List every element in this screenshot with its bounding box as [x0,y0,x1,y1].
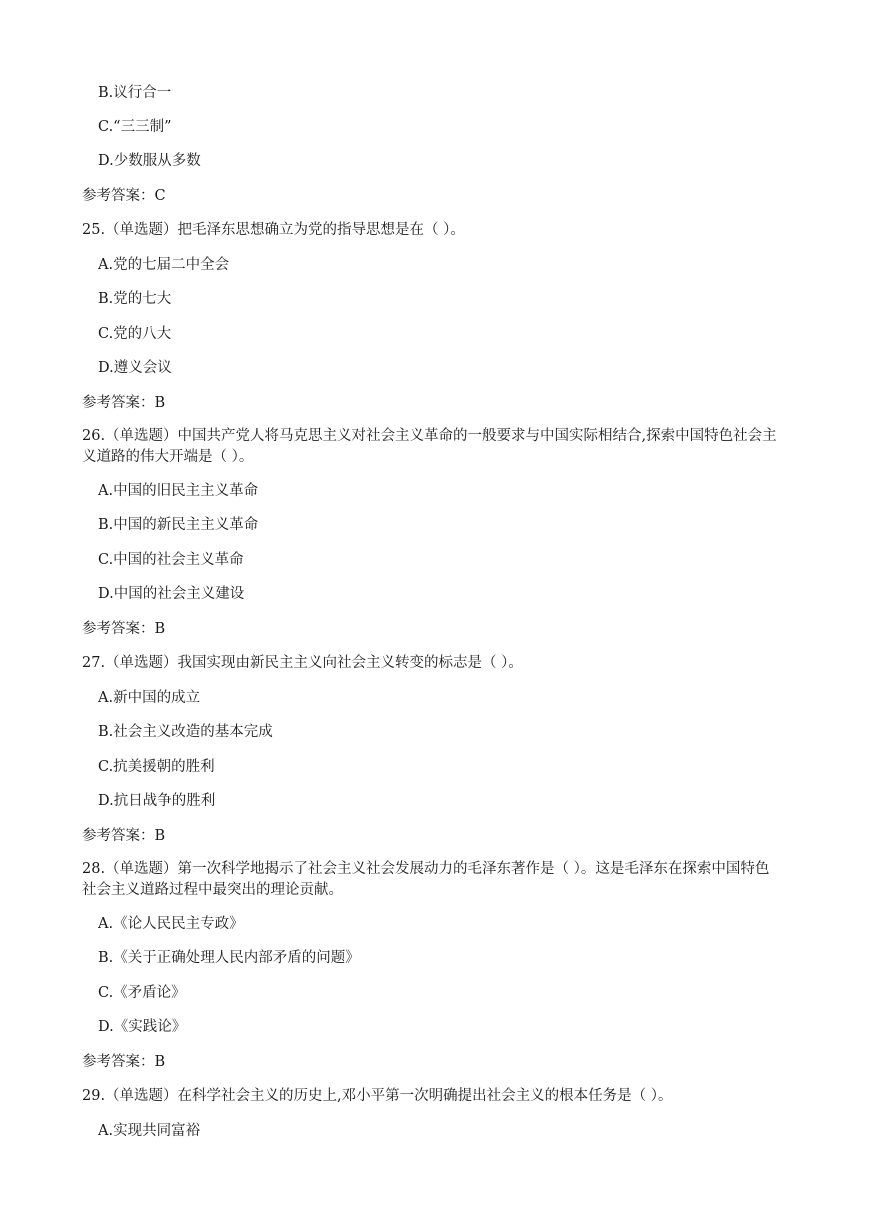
question-29: 29.（单选题）在科学社会主义的历史上,邓小平第一次明确提出社会主义的根本任务是（ ）。 [82,1088,673,1104]
question-27: 27.（单选题）我国实现由新民主主义向社会主义转变的标志是（ ）。 [82,655,523,671]
option-b-q26: B.中国的新民主主义革命 [98,517,259,533]
option-a-q26: A.中国的旧民主主义革命 [98,483,259,499]
option-c-q27: C.抗美援朝的胜利 [98,759,215,775]
option-b-q24: B.议行合一 [98,85,172,101]
option-a-q27: A.新中国的成立 [98,690,201,706]
option-a-q29: A.实现共同富裕 [98,1123,201,1139]
question-26: 26.（单选题）中国共产党人将马克思主义对社会主义革命的一般要求与中国实际相结合,探索中国特色社会主义道路的伟大开端是（ ）。 [82,428,777,465]
option-d-q26: D.中国的社会主义建设 [98,586,245,602]
option-b-q25: B.党的七大 [98,291,172,307]
answer-q28: 参考答案：B [82,1054,166,1070]
option-d-q25: D.遵义会议 [98,360,172,376]
option-b-q27: B.社会主义改造的基本完成 [98,724,273,740]
option-a-q25: A.党的七届二中全会 [98,257,230,273]
answer-q24: 参考答案：C [82,188,166,204]
option-d-q24: D.少数服从多数 [98,153,201,169]
question-25: 25.（单选题）把毛泽东思想确立为党的指导思想是在（ ）。 [82,222,465,238]
option-c-q25: C.党的八大 [98,326,172,342]
option-c-q26: C.中国的社会主义革命 [98,552,244,568]
answer-q25: 参考答案：B [82,395,166,411]
question-28: 28.（单选题）第一次科学地揭示了社会主义社会发展动力的毛泽东著作是（ ）。这是毛泽东在探索中国特色社会主义道路过程中最突出的理论贡献。 [82,861,770,898]
option-c-q24: C.“三三制” [98,119,172,135]
option-a-q28: A.《论人民民主专政》 [98,916,244,932]
option-d-q27: D.抗日战争的胜利 [98,793,216,809]
answer-q27: 参考答案：B [82,828,166,844]
option-d-q28: D.《实践论》 [98,1019,187,1035]
option-c-q28: C.《矛盾论》 [98,985,186,1001]
answer-q26: 参考答案：B [82,621,166,637]
option-b-q28: B.《关于正确处理人民内部矛盾的问题》 [98,950,360,966]
